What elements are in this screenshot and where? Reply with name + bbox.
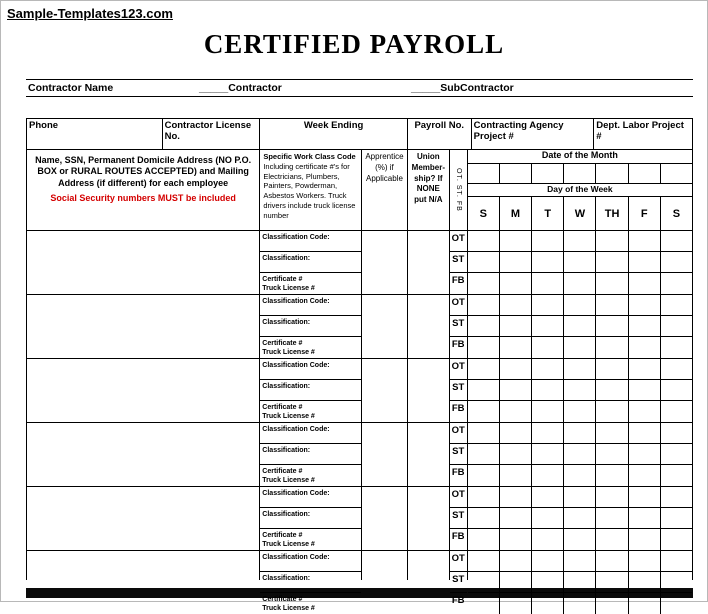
hours-cell — [499, 423, 531, 443]
truck-license-label: Truck License # — [262, 285, 315, 293]
hours-cell — [499, 359, 531, 379]
employee-info-cell — [27, 551, 259, 580]
day-of-week-cell: TH — [595, 197, 627, 230]
hours-cell — [595, 593, 627, 614]
hours-grid — [467, 487, 692, 550]
hours-cell — [660, 508, 692, 528]
hours-row — [468, 380, 692, 401]
subcontractor-checkbox-label: _____SubContractor — [411, 82, 514, 94]
day-of-week-label: Day of the Week — [468, 184, 692, 197]
hours-cell — [595, 423, 627, 443]
classification-code-label: Classification Code: — [260, 487, 361, 508]
time-type-column — [449, 359, 467, 422]
hours-cell — [660, 295, 692, 315]
truck-license-label: Truck License # — [262, 349, 315, 357]
hours-cell — [628, 551, 660, 571]
hours-cell — [563, 252, 595, 272]
classification-label: Classification: — [260, 508, 361, 529]
hours-cell — [531, 273, 563, 294]
hours-cell — [660, 316, 692, 336]
site-watermark-link[interactable]: Sample-Templates123.com — [7, 6, 173, 21]
classification-column — [259, 487, 361, 550]
hours-cell — [531, 337, 563, 358]
hours-cell — [628, 444, 660, 464]
st-label: ST — [450, 252, 467, 273]
hours-cell — [468, 359, 499, 379]
hours-cell — [595, 465, 627, 486]
hours-cell — [628, 359, 660, 379]
classification-label: Classification: — [260, 444, 361, 465]
hours-cell — [468, 529, 499, 550]
hours-cell — [660, 572, 692, 592]
hours-cell — [468, 444, 499, 464]
hours-cell — [468, 337, 499, 358]
hours-row — [468, 273, 692, 294]
certificate-number-label: Certificate # — [262, 532, 303, 539]
contractor-checkbox-label: _____Contractor — [199, 82, 282, 94]
hours-cell — [563, 529, 595, 550]
agency-project-field-label: Contracting Agency Project # — [471, 119, 594, 149]
hours-cell — [563, 551, 595, 571]
st-label: ST — [450, 572, 467, 593]
time-type-column — [449, 487, 467, 550]
hours-cell — [531, 252, 563, 272]
certificate-cell — [260, 273, 361, 294]
classification-column — [259, 423, 361, 486]
time-type-column — [449, 231, 467, 294]
labor-project-field-label: Dept. Labor Project # — [593, 119, 692, 149]
employee-info-cell — [27, 487, 259, 550]
hours-cell — [531, 529, 563, 550]
hours-cell — [563, 508, 595, 528]
hours-cell — [595, 551, 627, 571]
date-of-month-cell — [595, 164, 627, 183]
contractor-band — [26, 79, 693, 97]
hours-row — [468, 529, 692, 550]
hours-cell — [563, 444, 595, 464]
hours-cell — [499, 487, 531, 507]
payroll-form — [26, 79, 693, 613]
week-ending-field-label: Week Ending — [259, 119, 407, 149]
union-cell — [407, 231, 449, 294]
hours-cell — [595, 252, 627, 272]
union-cell — [407, 487, 449, 550]
fb-label: FB — [451, 403, 465, 414]
hours-cell — [563, 380, 595, 400]
hours-cell — [468, 231, 499, 251]
hours-cell — [595, 444, 627, 464]
hours-row — [468, 487, 692, 508]
hours-row — [468, 295, 692, 316]
certificate-number-label: Certificate # — [262, 276, 303, 283]
hours-cell — [660, 401, 692, 422]
day-of-week-cell: W — [563, 197, 595, 230]
hours-cell — [468, 252, 499, 272]
hours-row — [468, 593, 692, 614]
classification-code-label: Classification Code: — [260, 359, 361, 380]
hours-cell — [563, 295, 595, 315]
hours-row — [468, 401, 692, 422]
apprentice-cell — [361, 487, 407, 550]
hours-cell — [660, 487, 692, 507]
hours-cell — [531, 551, 563, 571]
st-label: ST — [450, 444, 467, 465]
fb-label: FB — [451, 595, 465, 606]
hours-cell — [563, 593, 595, 614]
certificate-cell — [260, 593, 361, 614]
hours-row — [468, 551, 692, 572]
truck-license-label: Truck License # — [262, 605, 315, 613]
hours-cell — [660, 423, 692, 443]
hours-grid — [467, 295, 692, 358]
hours-grid — [467, 551, 692, 580]
hours-cell — [468, 487, 499, 507]
employee-info-header-cell — [27, 150, 259, 230]
hours-cell — [595, 273, 627, 294]
hours-cell — [563, 401, 595, 422]
hours-cell — [628, 316, 660, 336]
union-cell — [407, 423, 449, 486]
calendar-header — [467, 150, 692, 230]
phone-field-label: Phone — [29, 120, 59, 131]
certificate-number-label: Certificate # — [262, 468, 303, 475]
hours-cell — [595, 508, 627, 528]
hours-row — [468, 337, 692, 358]
union-cell — [407, 295, 449, 358]
apprentice-header: Apprentice (%) if Applicable — [361, 150, 407, 230]
hours-cell — [628, 487, 660, 507]
payroll-no-field-label: Payroll No. — [407, 119, 471, 149]
employee-info-header: Name, SSN, Permanent Domicile Address (NO P.O. BOX or RURAL ROUTES ACCEPTED) and Mailing Address (if different) for each employee — [35, 155, 252, 188]
employee-block — [27, 551, 692, 613]
hours-cell — [531, 465, 563, 486]
fb-label: FB — [451, 339, 465, 350]
hours-cell — [595, 316, 627, 336]
apprentice-cell — [361, 231, 407, 294]
fb-label: FB — [451, 275, 465, 286]
time-type-axis-label: OT. ST. FB — [454, 168, 462, 212]
hours-cell — [660, 593, 692, 614]
hours-cell — [531, 231, 563, 251]
info-row — [27, 119, 692, 150]
hours-row — [468, 231, 692, 252]
hours-cell — [595, 359, 627, 379]
hours-cell — [468, 593, 499, 614]
apprentice-cell — [361, 295, 407, 358]
hours-cell — [660, 231, 692, 251]
hours-cell — [499, 572, 531, 592]
hours-row — [468, 252, 692, 273]
hours-cell — [563, 231, 595, 251]
hours-cell — [499, 401, 531, 422]
hours-row — [468, 359, 692, 380]
certificate-cell — [260, 529, 361, 550]
hours-cell — [468, 508, 499, 528]
hours-grid — [467, 359, 692, 422]
hours-row — [468, 316, 692, 337]
ot-label: OT — [450, 359, 467, 380]
employee-block — [27, 487, 692, 551]
hours-cell — [595, 572, 627, 592]
classification-column — [259, 551, 361, 613]
hours-cell — [563, 423, 595, 443]
hours-cell — [499, 295, 531, 315]
hours-cell — [660, 252, 692, 272]
hours-cell — [628, 337, 660, 358]
hours-cell — [628, 593, 660, 614]
union-cell — [407, 359, 449, 422]
hours-cell — [595, 295, 627, 315]
day-of-week-cells — [468, 197, 692, 230]
hours-cell — [563, 337, 595, 358]
union-header: Union Member- ship? If NONE put N/A — [407, 150, 449, 230]
hours-cell — [531, 444, 563, 464]
hours-row — [468, 572, 692, 593]
employee-block — [27, 295, 692, 359]
st-label: ST — [450, 316, 467, 337]
hours-cell — [531, 593, 563, 614]
hours-cell — [531, 487, 563, 507]
contractor-name-label: Contractor Name — [28, 82, 114, 94]
fb-label: FB — [451, 531, 465, 542]
hours-cell — [660, 337, 692, 358]
column-headers-row — [27, 150, 692, 231]
work-class-header-detail: Including certificate #'s for Electricians, Plumbers, Painters, Powderman, Asbestos Workers. Truck drivers include truck license number — [263, 161, 356, 220]
hours-cell — [628, 572, 660, 592]
apprentice-cell — [361, 551, 407, 580]
hours-row — [468, 423, 692, 444]
hours-cell — [595, 401, 627, 422]
truck-license-label: Truck License # — [262, 477, 315, 485]
time-type-column — [449, 551, 467, 606]
hours-cell — [595, 337, 627, 358]
classification-column — [259, 295, 361, 358]
certificate-number-label: Certificate # — [262, 340, 303, 347]
hours-cell — [628, 401, 660, 422]
hours-cell — [531, 423, 563, 443]
fb-label: FB — [451, 467, 465, 478]
hours-cell — [628, 295, 660, 315]
day-of-week-cell: T — [531, 197, 563, 230]
classification-label: Classification: — [260, 572, 361, 593]
hours-cell — [499, 316, 531, 336]
certificate-cell — [260, 337, 361, 358]
hours-cell — [595, 380, 627, 400]
hours-cell — [531, 401, 563, 422]
hours-cell — [595, 529, 627, 550]
hours-cell — [563, 316, 595, 336]
time-type-axis — [449, 150, 467, 230]
hours-cell — [660, 359, 692, 379]
hours-cell — [563, 572, 595, 592]
date-of-month-cell — [468, 164, 499, 183]
classification-label: Classification: — [260, 380, 361, 401]
hours-cell — [499, 508, 531, 528]
hours-cell — [468, 401, 499, 422]
certificate-number-label: Certificate # — [262, 596, 303, 603]
employee-blocks — [27, 231, 692, 613]
hours-cell — [468, 316, 499, 336]
certificate-cell — [260, 401, 361, 422]
union-cell — [407, 551, 449, 580]
hours-cell — [468, 572, 499, 592]
employee-block — [27, 231, 692, 295]
work-class-header — [259, 150, 361, 230]
hours-cell — [531, 508, 563, 528]
employee-info-cell — [27, 231, 259, 294]
hours-grid — [467, 423, 692, 486]
classification-label: Classification: — [260, 252, 361, 273]
hours-cell — [628, 423, 660, 443]
date-of-month-cell — [499, 164, 531, 183]
ssn-warning: Social Security numbers MUST be included — [50, 192, 236, 203]
hours-cell — [468, 423, 499, 443]
truck-license-label: Truck License # — [262, 541, 315, 549]
hours-row — [468, 508, 692, 529]
hours-cell — [563, 273, 595, 294]
ot-label: OT — [450, 231, 467, 252]
date-of-month-cell — [660, 164, 692, 183]
hours-cell — [531, 295, 563, 315]
classification-column — [259, 359, 361, 422]
hours-cell — [468, 380, 499, 400]
hours-cell — [468, 295, 499, 315]
day-of-week-cell: F — [628, 197, 660, 230]
hours-cell — [660, 380, 692, 400]
certificate-number-label: Certificate # — [262, 404, 303, 411]
hours-cell — [628, 465, 660, 486]
hours-cell — [499, 444, 531, 464]
classification-code-label: Classification Code: — [260, 551, 361, 572]
hours-cell — [468, 465, 499, 486]
employee-info-cell — [27, 359, 259, 422]
ot-label: OT — [450, 423, 467, 444]
hours-cell — [499, 337, 531, 358]
hours-row — [468, 444, 692, 465]
hours-cell — [628, 252, 660, 272]
page-title: CERTIFIED PAYROLL — [203, 29, 505, 59]
hours-cell — [660, 444, 692, 464]
ot-label: OT — [450, 551, 467, 572]
classification-label: Classification: — [260, 316, 361, 337]
day-of-week-cell: S — [660, 197, 692, 230]
hours-cell — [563, 465, 595, 486]
date-of-month-cell — [563, 164, 595, 183]
classification-column — [259, 231, 361, 294]
hours-cell — [499, 593, 531, 614]
hours-cell — [595, 231, 627, 251]
ot-label: OT — [450, 487, 467, 508]
employee-info-cell — [27, 295, 259, 358]
hours-cell — [563, 359, 595, 379]
hours-cell — [531, 316, 563, 336]
hours-cell — [660, 273, 692, 294]
hours-cell — [468, 551, 499, 571]
hours-cell — [531, 380, 563, 400]
hours-cell — [595, 487, 627, 507]
hours-cell — [660, 529, 692, 550]
hours-cell — [531, 572, 563, 592]
hours-cell — [628, 273, 660, 294]
classification-code-label: Classification Code: — [260, 231, 361, 252]
date-of-month-cells — [468, 164, 692, 184]
hours-cell — [628, 508, 660, 528]
hours-row — [468, 465, 692, 486]
hours-cell — [499, 252, 531, 272]
hours-cell — [628, 529, 660, 550]
employee-block — [27, 423, 692, 487]
classification-code-label: Classification Code: — [260, 295, 361, 316]
truck-license-label: Truck License # — [262, 413, 315, 421]
work-class-header-title: Specific Work Class Code — [263, 152, 356, 161]
hours-cell — [468, 273, 499, 294]
hours-grid — [467, 231, 692, 294]
hours-cell — [531, 359, 563, 379]
day-of-week-cell: M — [499, 197, 531, 230]
employee-info-cell — [27, 423, 259, 486]
time-type-column — [449, 423, 467, 486]
apprentice-cell — [361, 423, 407, 486]
hours-cell — [660, 551, 692, 571]
st-label: ST — [450, 380, 467, 401]
hours-cell — [563, 487, 595, 507]
hours-cell — [499, 529, 531, 550]
hours-cell — [499, 551, 531, 571]
hours-cell — [499, 380, 531, 400]
apprentice-cell — [361, 359, 407, 422]
st-label: ST — [450, 508, 467, 529]
payroll-table — [26, 118, 693, 613]
license-no-field-label: Contractor License No. — [162, 119, 260, 149]
ot-label: OT — [450, 295, 467, 316]
hours-cell — [628, 231, 660, 251]
hours-cell — [660, 465, 692, 486]
hours-cell — [499, 231, 531, 251]
hours-cell — [628, 380, 660, 400]
hours-cell — [499, 465, 531, 486]
certificate-cell — [260, 465, 361, 486]
hours-cell — [499, 273, 531, 294]
employee-block — [27, 359, 692, 423]
time-type-column — [449, 295, 467, 358]
date-of-month-cell — [628, 164, 660, 183]
day-of-week-cell: S — [479, 207, 487, 220]
classification-code-label: Classification Code: — [260, 423, 361, 444]
date-of-month-cell — [531, 164, 563, 183]
date-of-month-label: Date of the Month — [468, 150, 692, 164]
